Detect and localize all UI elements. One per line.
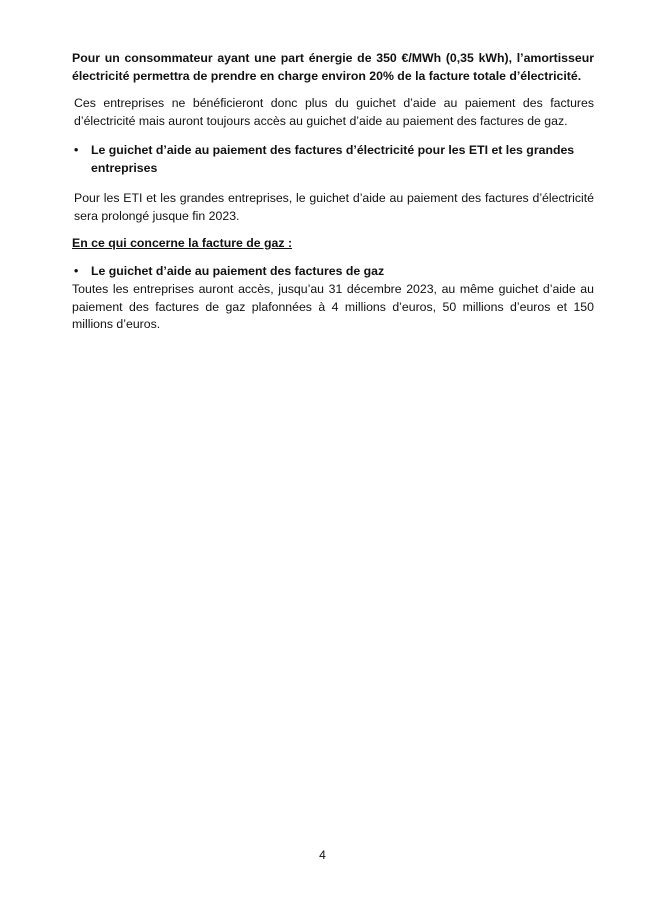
eti-paragraph: Pour les ETI et les grandes entreprises, le guichet d’aide au paiement des factures d’électricité sera prolongé jusque fin 2023. [74,191,594,223]
bullet-icon: • [74,143,79,157]
bullet-icon: • [74,263,79,278]
intro-bold-paragraph: Pour un consommateur ayant une part énergie de 350 €/MWh (0,35 kWh), l’amortisseur électricité permettra de prendre en charge environ 20% de la facture totale d’électricité. [72,51,594,83]
bullet-gas-label: Le guichet d’aide au paiement des factures de gaz [91,263,385,278]
bullet-item-gas [72,263,594,281]
no-longer-benefit-paragraph: Ces entreprises ne bénéficieront donc plus du guichet d’aide au paiement des factures d’électricité mais auront toujours accès au guichet d’aide au paiement des factures de gaz. [74,96,594,128]
gas-paragraph: Toutes les entreprises auront accès, jusqu’au 31 décembre 2023, au même guichet d’aide au paiement des factures de gaz plafonnées à 4 millions d’euros, 50 millions d’euros et 150 millions d’euros. [72,282,594,331]
bullet-eti-label: Le guichet d’aide au paiement des factures d’électricité pour les ETI et les grandes entreprises [91,143,575,175]
gas-section-heading: En ce qui concerne la facture de gaz : [72,236,293,250]
bullet-item-eti [72,142,594,177]
page-content [72,50,594,334]
page-number: 4 [319,848,326,862]
